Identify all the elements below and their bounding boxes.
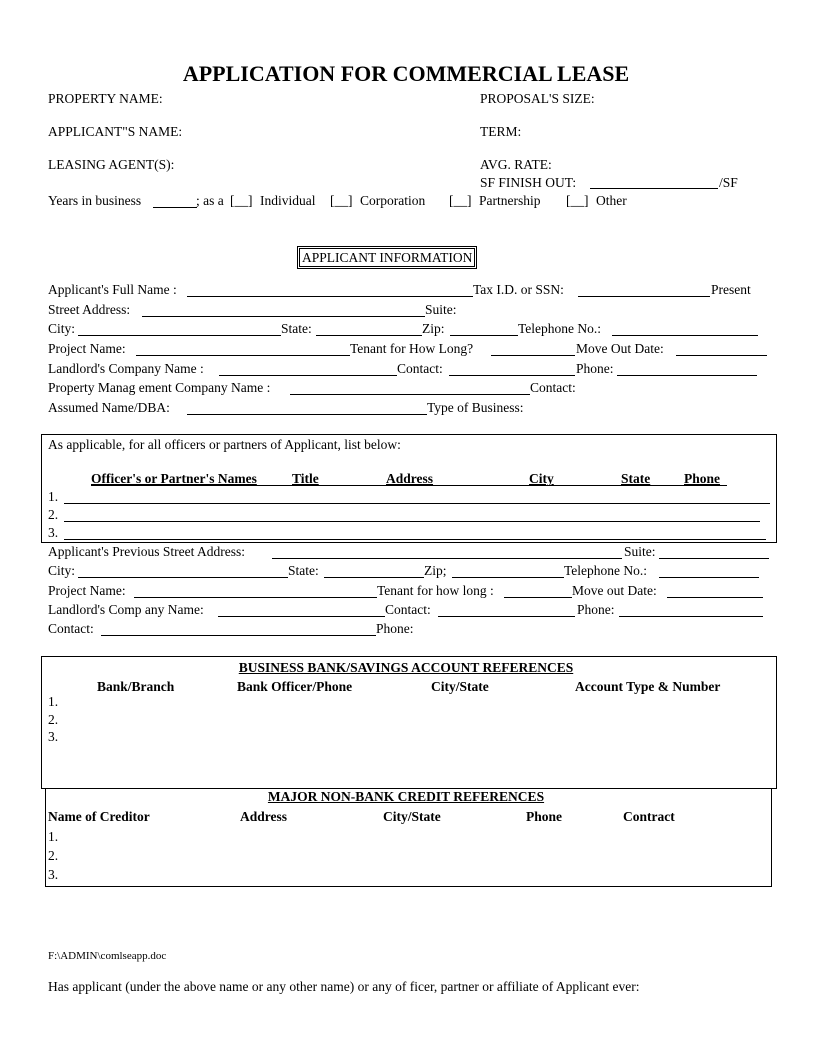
assumed-name-field[interactable]: [187, 414, 427, 415]
leasing-agent-label: LEASING AGENT(S):: [48, 157, 175, 172]
file-path: F:\ADMIN\comlseapp.doc: [48, 950, 167, 962]
prev-contact-field[interactable]: [438, 616, 575, 617]
move-out-field[interactable]: [676, 355, 767, 356]
landlord-company-label: Landlord's Company Name :: [48, 361, 204, 376]
city-label: City:: [48, 321, 76, 336]
corporation-label: Corporation: [360, 193, 426, 208]
years-in-business-field[interactable]: [153, 207, 197, 208]
bank-refs-heading: BUSINESS BANK/SAVINGS ACCOUNT REFERENCES: [238, 660, 574, 675]
applicant-name-label: APPLICANT"S NAME:: [48, 124, 183, 139]
officers-row-2-line[interactable]: [64, 521, 760, 522]
landlord-contact-label: Contact:: [397, 361, 443, 376]
tenant-how-long-label: Tenant for How Long?: [350, 341, 474, 356]
credit-col-address: Address: [240, 809, 288, 824]
prev-street-label: Applicant's Previous Street Address:: [48, 544, 246, 559]
prev-landlord-field[interactable]: [218, 616, 385, 617]
zip-label: Zip:: [422, 321, 445, 336]
zip-field[interactable]: [450, 335, 518, 336]
prev-contact-label: Contact:: [385, 602, 431, 617]
prev-move-out-field[interactable]: [667, 597, 763, 598]
tenant-how-long-field[interactable]: [491, 355, 575, 356]
prev-zip-field[interactable]: [452, 577, 564, 578]
prev-city-label: City:: [48, 563, 76, 578]
prev-city-field[interactable]: [78, 577, 288, 578]
other-checkbox[interactable]: [__]: [566, 193, 589, 208]
proposal-size-label: PROPOSAL'S SIZE:: [480, 91, 595, 106]
prev-contact2-field[interactable]: [101, 635, 376, 636]
years-in-business-label: Years in business: [48, 193, 142, 208]
prev-street-field[interactable]: [272, 558, 622, 559]
credit-col-city-state: City/State: [383, 809, 441, 824]
bank-col-city-state: City/State: [431, 679, 489, 694]
credit-row-3: 3.: [48, 867, 59, 882]
prev-project-label: Project Name:: [48, 583, 126, 598]
full-name-field[interactable]: [187, 296, 473, 297]
type-business-label: Type of Business:: [427, 400, 524, 415]
full-name-label: Applicant's Full Name :: [48, 282, 177, 297]
property-mgmt-label: Property Manag ement Company Name :: [48, 380, 271, 395]
officers-intro: As applicable, for all officers or partners of Applicant, list below:: [48, 437, 401, 452]
prev-zip-label: Zip;: [424, 563, 447, 578]
partnership-checkbox[interactable]: [__]: [449, 193, 472, 208]
credit-col-name: Name of Creditor: [48, 809, 150, 824]
officers-col-address: Address: [386, 471, 434, 486]
officers-col-title: Title: [292, 471, 319, 486]
prev-tenant-how-long-label: Tenant for how long :: [377, 583, 494, 598]
credit-col-phone: Phone: [526, 809, 563, 824]
prev-phone2-label: Phone:: [376, 621, 414, 636]
page-title: APPLICATION FOR COMMERCIAL LEASE: [182, 61, 630, 86]
bank-row-2: 2.: [48, 712, 59, 727]
individual-label: Individual: [260, 193, 316, 208]
prev-tenant-how-long-field[interactable]: [504, 597, 572, 598]
project-label: Project Name:: [48, 341, 126, 356]
credit-row-2: 2.: [48, 848, 59, 863]
officers-col-city: City: [529, 471, 554, 486]
project-field[interactable]: [136, 355, 350, 356]
telephone-label: Telephone No.:: [518, 321, 602, 336]
officers-header-underline: [91, 485, 727, 486]
prev-telephone-label: Telephone No.:: [564, 563, 648, 578]
bank-col-branch: Bank/Branch: [97, 679, 175, 694]
credit-col-contract: Contract: [623, 809, 675, 824]
bank-row-1: 1.: [48, 694, 59, 709]
officers-row-3-num: 3.: [48, 525, 59, 540]
prev-contact2-label: Contact:: [48, 621, 94, 636]
landlord-contact-field[interactable]: [449, 375, 575, 376]
officers-row-1-line[interactable]: [64, 503, 770, 504]
other-label: Other: [596, 193, 627, 208]
officers-col-names: Officer's or Partner's Names: [91, 471, 257, 486]
sf-finish-out-label: SF FINISH OUT:: [480, 175, 577, 190]
prev-project-field[interactable]: [134, 597, 377, 598]
officers-col-phone: Phone: [684, 471, 721, 486]
prev-state-label: State:: [288, 563, 319, 578]
partnership-label: Partnership: [479, 193, 541, 208]
officers-row-3-line[interactable]: [64, 539, 766, 540]
credit-row-1: 1.: [48, 829, 59, 844]
property-mgmt-field[interactable]: [290, 394, 530, 395]
term-label: TERM:: [480, 124, 522, 139]
state-label: State:: [281, 321, 312, 336]
prev-telephone-field[interactable]: [659, 577, 759, 578]
prev-landlord-label: Landlord's Comp any Name:: [48, 602, 204, 617]
street-label: Street Address:: [48, 302, 131, 317]
bank-col-account: Account Type & Number: [575, 679, 721, 694]
officers-row-2-num: 2.: [48, 507, 59, 522]
footer-question: Has applicant (under the above name or any other name) or any of ficer, partner or affiliate of Applicant ever:: [48, 979, 640, 994]
landlord-company-field[interactable]: [219, 375, 397, 376]
avg-rate-label: AVG. RATE:: [480, 157, 552, 172]
as-a-label: ; as a: [196, 193, 224, 208]
present-label: Present: [711, 282, 751, 297]
applicant-info-heading: APPLICANT INFORMATION: [299, 248, 475, 267]
city-field[interactable]: [78, 335, 281, 336]
sf-finish-out-field[interactable]: [590, 188, 718, 189]
credit-refs-heading: MAJOR NON-BANK CREDIT REFERENCES: [267, 789, 545, 804]
property-name-label: PROPERTY NAME:: [48, 91, 163, 106]
individual-checkbox[interactable]: [__]: [230, 193, 253, 208]
street-field[interactable]: [142, 316, 425, 317]
corporation-checkbox[interactable]: [__]: [330, 193, 353, 208]
sf-suffix: /SF: [719, 175, 738, 190]
prev-state-field[interactable]: [324, 577, 424, 578]
property-mgmt-contact-label: Contact:: [530, 380, 576, 395]
state-field[interactable]: [316, 335, 422, 336]
officers-col-state: State: [621, 471, 651, 486]
landlord-phone-field[interactable]: [617, 375, 757, 376]
assumed-name-label: Assumed Name/DBA:: [48, 400, 170, 415]
bank-col-officer: Bank Officer/Phone: [237, 679, 353, 694]
suite-label: Suite:: [425, 302, 457, 317]
prev-suite-field[interactable]: [659, 558, 769, 559]
prev-move-out-label: Move out Date:: [572, 583, 657, 598]
move-out-label: Move Out Date:: [576, 341, 664, 356]
bank-row-3: 3.: [48, 729, 59, 744]
tax-id-label: Tax I.D. or SSN:: [473, 282, 564, 297]
tax-id-field[interactable]: [578, 296, 710, 297]
prev-phone-field[interactable]: [619, 616, 763, 617]
prev-phone-label: Phone:: [577, 602, 615, 617]
officers-row-1-num: 1.: [48, 489, 59, 504]
prev-suite-label: Suite:: [624, 544, 656, 559]
telephone-field[interactable]: [612, 335, 758, 336]
landlord-phone-label: Phone:: [576, 361, 614, 376]
